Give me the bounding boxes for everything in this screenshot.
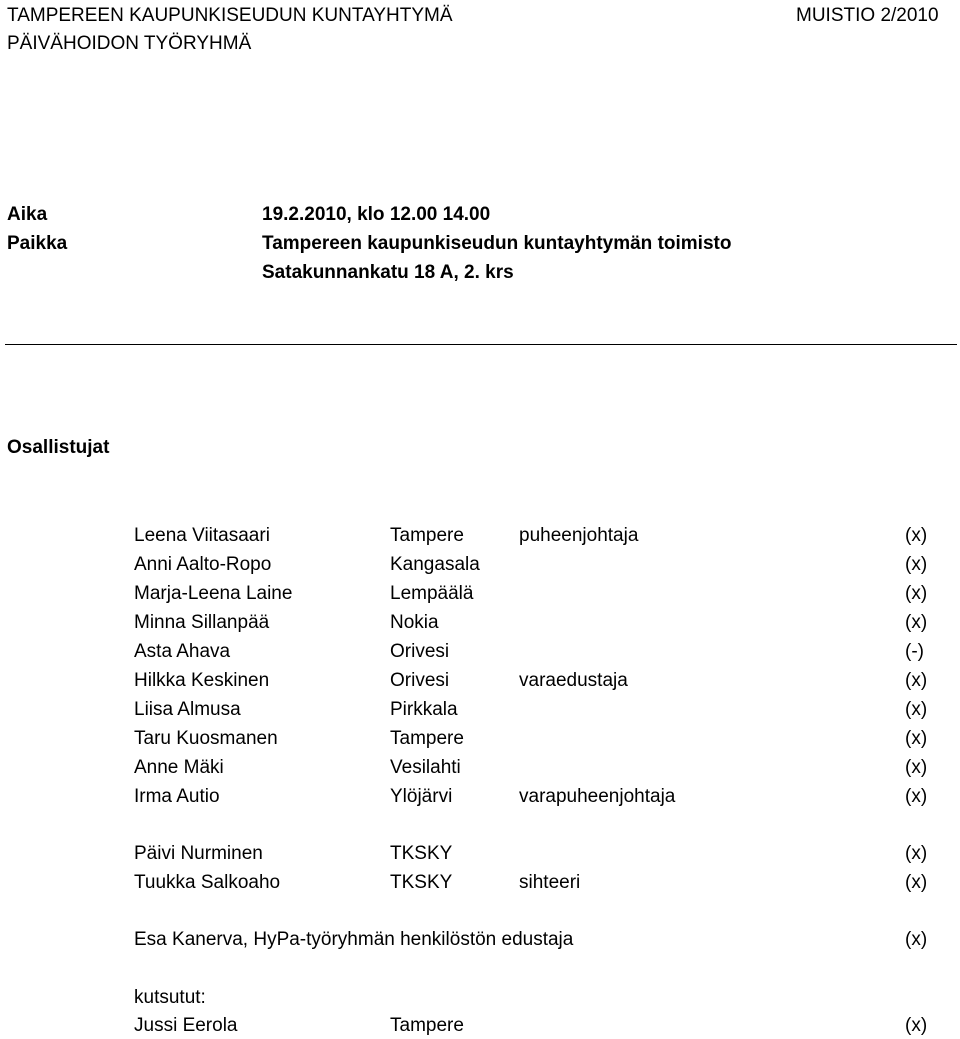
- attendance-mark: (x): [905, 612, 928, 633]
- participant-role: varaedustaja: [519, 670, 628, 691]
- participant-row: [0, 526, 960, 548]
- participant-row: [0, 729, 960, 751]
- participant-row: [0, 671, 960, 693]
- participant-name: Taru Kuosmanen: [134, 728, 278, 749]
- attendance-mark: (x): [905, 525, 928, 546]
- participant-name: Marja-Leena Laine: [134, 583, 293, 604]
- participant-municipality: Lempäälä: [390, 583, 474, 604]
- organization-name: TAMPEREEN KAUPUNKISEUDUN KUNTAYHTYMÄ: [7, 5, 453, 26]
- staff-organization: TKSKY: [390, 843, 453, 864]
- time-value: 19.2.2010, klo 12.00 14.00: [262, 204, 491, 225]
- attendance-mark: (x): [905, 843, 928, 864]
- staff-row: [0, 873, 960, 895]
- invited-municipality: Tampere: [390, 1015, 464, 1036]
- participant-municipality: Vesilahti: [390, 757, 461, 778]
- participant-name: Irma Autio: [134, 786, 220, 807]
- attendance-mark: (x): [905, 929, 928, 950]
- participant-row: [0, 700, 960, 722]
- participant-name: Leena Viitasaari: [134, 525, 270, 546]
- horizontal-divider: [5, 344, 957, 345]
- participant-name: Asta Ahava: [134, 641, 231, 662]
- place-line-2: Satakunnankatu 18 A, 2. krs: [262, 262, 514, 283]
- participant-municipality: Ylöjärvi: [390, 786, 453, 807]
- attendance-mark: (x): [905, 728, 928, 749]
- place-line-1: Tampereen kaupunkiseudun kuntayhtymän toimisto: [262, 233, 732, 254]
- attendance-mark: (x): [905, 699, 928, 720]
- attendance-mark: (x): [905, 872, 928, 893]
- attendance-mark: (x): [905, 583, 928, 604]
- staff-role: sihteeri: [519, 872, 581, 893]
- participant-municipality: Nokia: [390, 612, 439, 633]
- invited-row: [0, 1016, 960, 1038]
- participant-name: Liisa Almusa: [134, 699, 241, 720]
- staff-name: Päivi Nurminen: [134, 843, 263, 864]
- document-id: MUISTIO 2/2010: [796, 5, 939, 26]
- attendance-mark: (x): [905, 786, 928, 807]
- working-group-name: PÄIVÄHOIDON TYÖRYHMÄ: [7, 33, 252, 54]
- attendance-mark: (x): [905, 757, 928, 778]
- participant-name: Minna Sillanpää: [134, 612, 270, 633]
- participant-row: [0, 758, 960, 780]
- participant-row: [0, 555, 960, 577]
- participant-role: puheenjohtaja: [519, 525, 639, 546]
- place-label: Paikka: [7, 233, 68, 254]
- attendance-mark: (x): [905, 670, 928, 691]
- attendance-mark: (x): [905, 554, 928, 575]
- participant-name: Hilkka Keskinen: [134, 670, 270, 691]
- participant-municipality: Tampere: [390, 525, 464, 546]
- attendance-mark: (x): [905, 1015, 928, 1036]
- staff-representative-row: [0, 930, 960, 952]
- staff-representative: Esa Kanerva, HyPa-työryhmän henkilöstön edustaja: [134, 929, 574, 950]
- participant-municipality: Tampere: [390, 728, 464, 749]
- staff-organization: TKSKY: [390, 872, 453, 893]
- staff-name: Tuukka Salkoaho: [134, 872, 281, 893]
- invited-name: Jussi Eerola: [134, 1015, 238, 1036]
- invited-label: kutsutut:: [134, 987, 206, 1008]
- participant-row: [0, 642, 960, 664]
- participant-name: Anni Aalto-Ropo: [134, 554, 272, 575]
- attendance-mark: (-): [905, 641, 924, 662]
- participant-municipality: Orivesi: [390, 670, 450, 691]
- participant-row: [0, 787, 960, 809]
- participant-municipality: Orivesi: [390, 641, 450, 662]
- participant-role: varapuheenjohtaja: [519, 786, 676, 807]
- staff-row: [0, 844, 960, 866]
- participant-row: [0, 613, 960, 635]
- time-label: Aika: [7, 204, 48, 225]
- participant-name: Anne Mäki: [134, 757, 224, 778]
- participant-municipality: Pirkkala: [390, 699, 458, 720]
- participant-municipality: Kangasala: [390, 554, 480, 575]
- participants-heading: Osallistujat: [7, 437, 110, 458]
- participant-row: [0, 584, 960, 606]
